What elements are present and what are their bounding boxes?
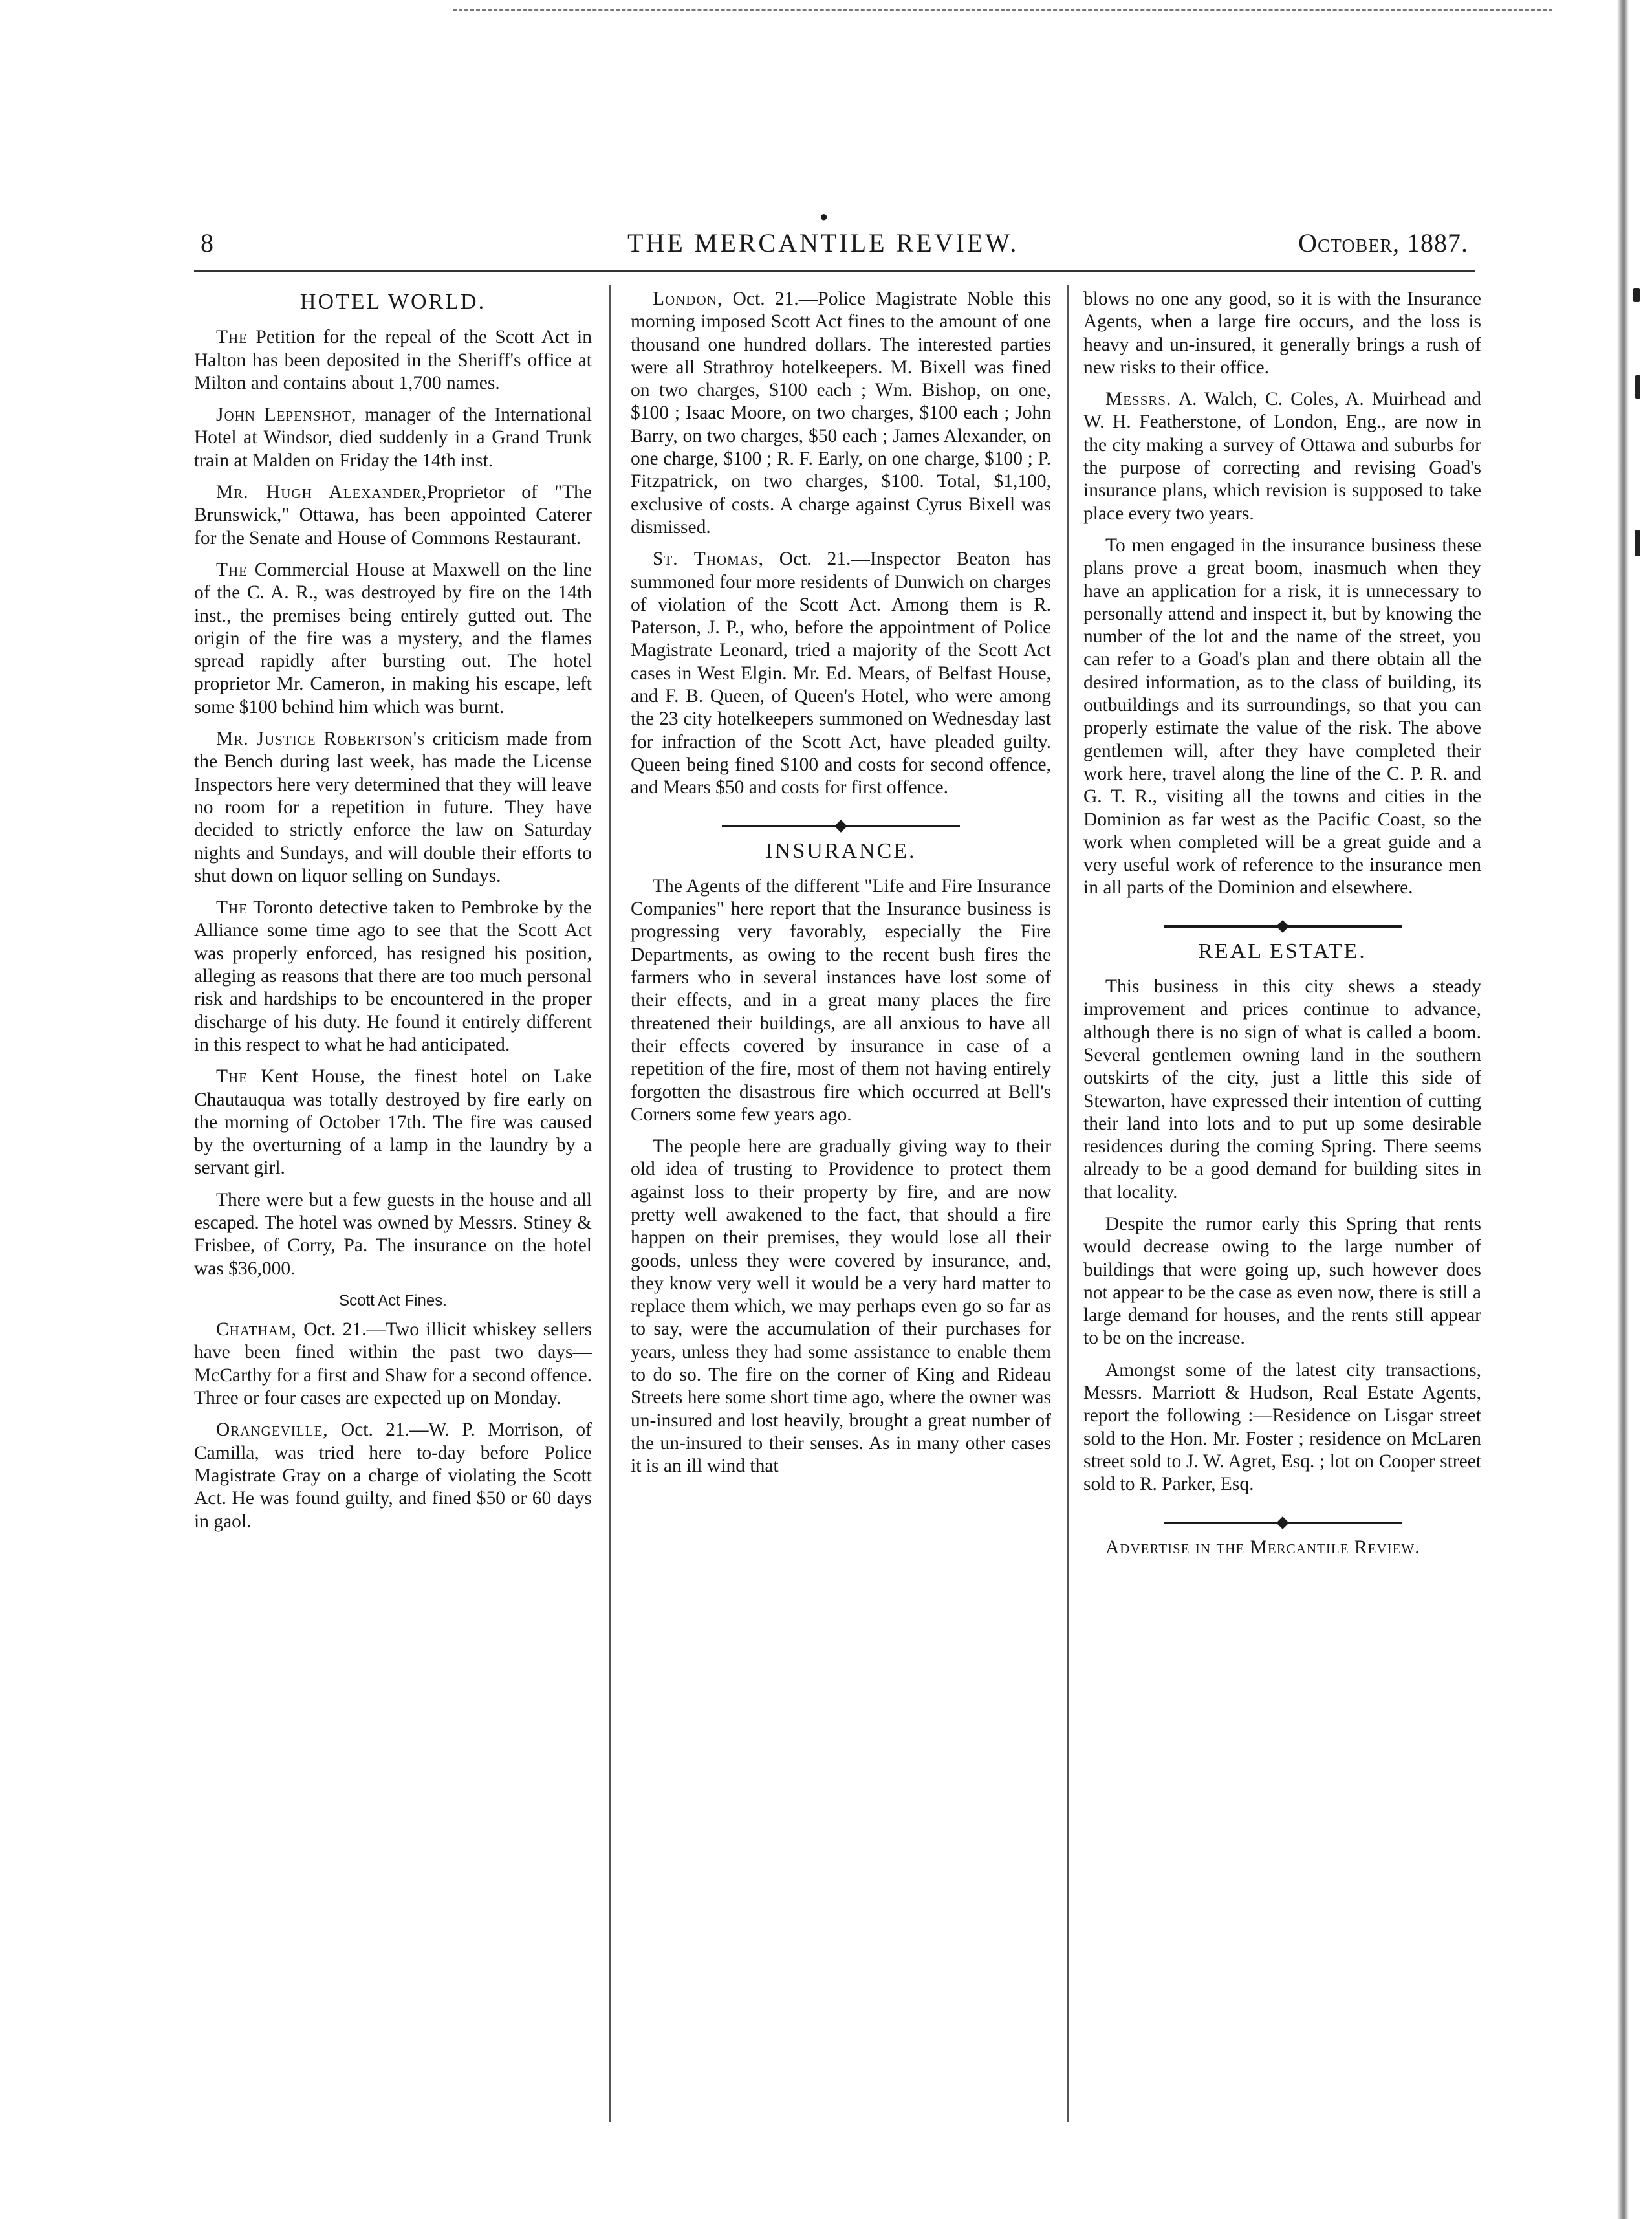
column-1: [194, 288, 592, 1542]
article-paragraph: Amongst some of the latest city transactions, Messrs. Marriott & Hudson, Real Estate Agents, report the following :—Residence on Lisgar street sold to the Hon. Mr. Foster ; residence on McLaren street sold to J. W. Agret, Esq. ; lot on Cooper street sold to R. Parker, Esq.: [1083, 1359, 1481, 1495]
section-heading-insurance: INSURANCE.: [765, 838, 917, 863]
page-number: 8: [201, 228, 214, 257]
article-paragraph: The Toronto detective taken to Pembroke by the Alliance some time ago to see that the Scott Act was properly enforced, has resigned his position, alleging as reasons that there are too much personal risk and hardships to be encountered in the proper discharge of his duty. He found it entirely different in this respect to what he had anticipated.: [194, 897, 592, 1055]
advertise-notice: Advertise in the Mercantile Review.: [1105, 1536, 1420, 1558]
article-paragraph: The Agents of the different "Life and Fire Insurance Companies" here report that the Insurance business is progressing very favorably, especially the Fire Departments, as owing to the recent bush fires the farmers who in several instances have lost some of their effects, and in a great many places the fire threatened their buildings, are all anxious to have all their effects covered by insurance in case of a repetition of the fire, most of them not having entirely forgotten the disastrous fire which occurred at Bell's Corners some few years ago.: [631, 875, 1051, 1125]
article-paragraph: London, Oct. 21.—Police Magistrate Noble this morning imposed Scott Act fines to the amount of one thousand one hundred dollars. The interested parties were all Strathroy hotelkeepers. M. Bixell was fined on two charges, $100 each ; Wm. Bishop, on one, $100 ; Isaac Moore, on two charges, $100 each ; John Barry, on two charges, $50 each ; James Alexander, on one charge, $100 ; R. F. Early, on one charge, $100 ; P. Fitzpatrick, on two charges, $100. Total, $1,100, exclusive of costs. A charge against Cyrus Bixell was dismissed.: [631, 289, 1051, 538]
article-paragraph: The Kent House, the finest hotel on Lake Chautauqua was totally destroyed by fire early on the morning of October 17th. The fire was caused by the overturning of a lamp in the laundry by a servant girl.: [194, 1066, 592, 1179]
article-paragraph: To men engaged in the insurance business these plans prove a great boom, inasmuch when they have an application for a risk, it is unnecessary to personally attend and inspect it, but by knowing the number of the lot and the name of the street, you can refer to a Goad's plan and there obtain all the desired information, as to the class of building, its outbuildings and its surroundings, so that you can properly estimate the value of the risk. The above gentlemen will, after they have completed their work here, travel along the line of the C. P. R. and G. T. R., visiting all the towns and cities in the Dominion as far west as the Pacific Coast, so the work when completed will be a great guide and a very useful work of reference to the insurance men in all parts of the Dominion and elsewhere.: [1083, 534, 1481, 899]
publication-title: THE MERCANTILE REVIEW.: [627, 228, 1019, 257]
article-paragraph: Mr. Hugh Alexander,Proprietor of "The Brunswick," Ottawa, has been appointed Caterer for the Senate and House of Commons Restaurant.: [194, 482, 592, 549]
article-paragraph: Mr. Justice Robertson's criticism made from the Bench during last week, has made the License Inspectors here very determined that they will leave no room for a repetition in future. They have decided to strictly enforce the law on Saturday nights and Sundays, and will double their efforts to shut down on liquor selling on Sundays.: [194, 728, 592, 886]
scan-speck: [1635, 375, 1640, 399]
section-divider-ornament: [631, 814, 1051, 823]
section-heading-real-estate: REAL ESTATE.: [1198, 939, 1367, 963]
section-heading-hotel-world: HOTEL WORLD.: [299, 290, 486, 314]
article-paragraph: The Commercial House at Maxwell on the line of the C. A. R., was destroyed by fire on the 14th inst., the premises being entirely gutted out. The origin of the fire was a mystery, and the flames spread rapidly after bursting out. The hotel proprietor Mr. Cameron, in making his escape, left some $100 behind him which was burnt.: [194, 559, 592, 717]
column-divider: [609, 285, 611, 2122]
article-paragraph: St. Thomas, Oct. 21.—Inspector Beaton has summoned four more residents of Dunwich on charges of violation of the Scott Act. Among them is R. Paterson, J. P., who, before the appointment of Police Magistrate Leonard, tried a majority of the Scott Act cases in West Elgin. Mr. Ed. Mears, of Belfast House, and F. B. Queen, of Queen's Hotel, who were among the 23 city hotelkeepers summoned on Wednesday last for infraction of the Scott Act, have pleaded guilty. Queen being fined $100 and costs for second offence, and Mears $50 and costs for first offence.: [631, 549, 1051, 798]
article-paragraph: John Lepenshot, manager of the International Hotel at Windsor, died suddenly in a Grand Trunk train at Malden on Friday the 14th inst.: [194, 404, 592, 471]
article-paragraph: Messrs. A. Walch, C. Coles, A. Muirhead and W. H. Featherstone, of London, Eng., are now in the city making a survey of Ottawa and suburbs for the purpose of correcting and revising Goad's insurance plans, which revision is supposed to take place every two years.: [1083, 389, 1481, 524]
section-divider-ornament: [1083, 1511, 1481, 1520]
page-header: [194, 208, 1475, 267]
subheading-scott-act-fines: Scott Act Fines.: [339, 1291, 447, 1309]
issue-date: October, 1887.: [1298, 228, 1468, 257]
column-2: [631, 288, 1051, 1487]
article-paragraph: There were but a few guests in the house and all escaped. The hotel was owned by Messrs. Stiney & Frisbee, of Corry, Pa. The insurance on the hotel was $36,000.: [194, 1189, 592, 1279]
scan-speck: [1635, 530, 1640, 556]
scan-speck: [1633, 288, 1640, 302]
article-paragraph: The Petition for the repeal of the Scott Act in Halton has been deposited in the Sheriff's office at Milton and contains about 1,700 names.: [194, 327, 592, 393]
article-paragraph: Chatham, Oct. 21.—Two illicit whiskey sellers have been fined within the past two days—McCarthy for a first and Shaw for a second offence. Three or four cases are expected up on Monday.: [194, 1319, 592, 1409]
right-scan-edge: [1617, 0, 1629, 2219]
column-divider: [1067, 285, 1069, 2122]
header-rule: [194, 270, 1475, 272]
article-paragraph: blows no one any good, so it is with the Insurance Agents, when a large fire occurs, and the loss is heavy and un-insured, it generally brings a rush of new risks to their office.: [1083, 289, 1481, 378]
header-ornament: ●: [820, 208, 829, 224]
article-paragraph: The people here are gradually giving way to their old idea of trusting to Providence to protect them against loss to their property by fire, and are now pretty well awakened to the fact, that should a fire happen on their premises, they would lose all their goods, unless they were covered by insurance, and, they know very well it would be a very hard matter to replace them which, we may perhaps even go so far as to say, were the accumulation of their purchases for years, unless they had some assistance to enable them to do so. The fire on the corner of King and Rideau Streets here some short time ago, where the owner was un-insured and lost heavily, brought a great number of the un-insured to their senses. As in many other cases it is an ill wind that: [631, 1136, 1051, 1477]
top-scan-edge: [453, 9, 1552, 11]
section-divider-ornament: [1083, 914, 1481, 923]
column-3: [1083, 288, 1481, 1568]
article-paragraph: This business in this city shews a steady improvement and prices continue to advance, although there is no sign of what is called a boom. Several gentlemen owning land in the southern outskirts of the city, just a little this side of Stewarton, have expressed their intention of cutting their land into lots and to put up some desirable residences during the coming Spring. There seems already to be a good demand for building sites in that locality.: [1083, 976, 1481, 1203]
article-paragraph: Orangeville, Oct. 21.—W. P. Morrison, of Camilla, was tried here to-day before Police Magistrate Gray on a charge of violating the Scott Act. He was found guilty, and fined $50 or 60 days in gaol.: [194, 1419, 592, 1532]
article-paragraph: Despite the rumor early this Spring that rents would decrease owing to the large number of buildings that were going up, such however does not appear to be the case as even now, there is still a large demand for houses, and the rents still appear to be on the increase.: [1083, 1213, 1481, 1349]
